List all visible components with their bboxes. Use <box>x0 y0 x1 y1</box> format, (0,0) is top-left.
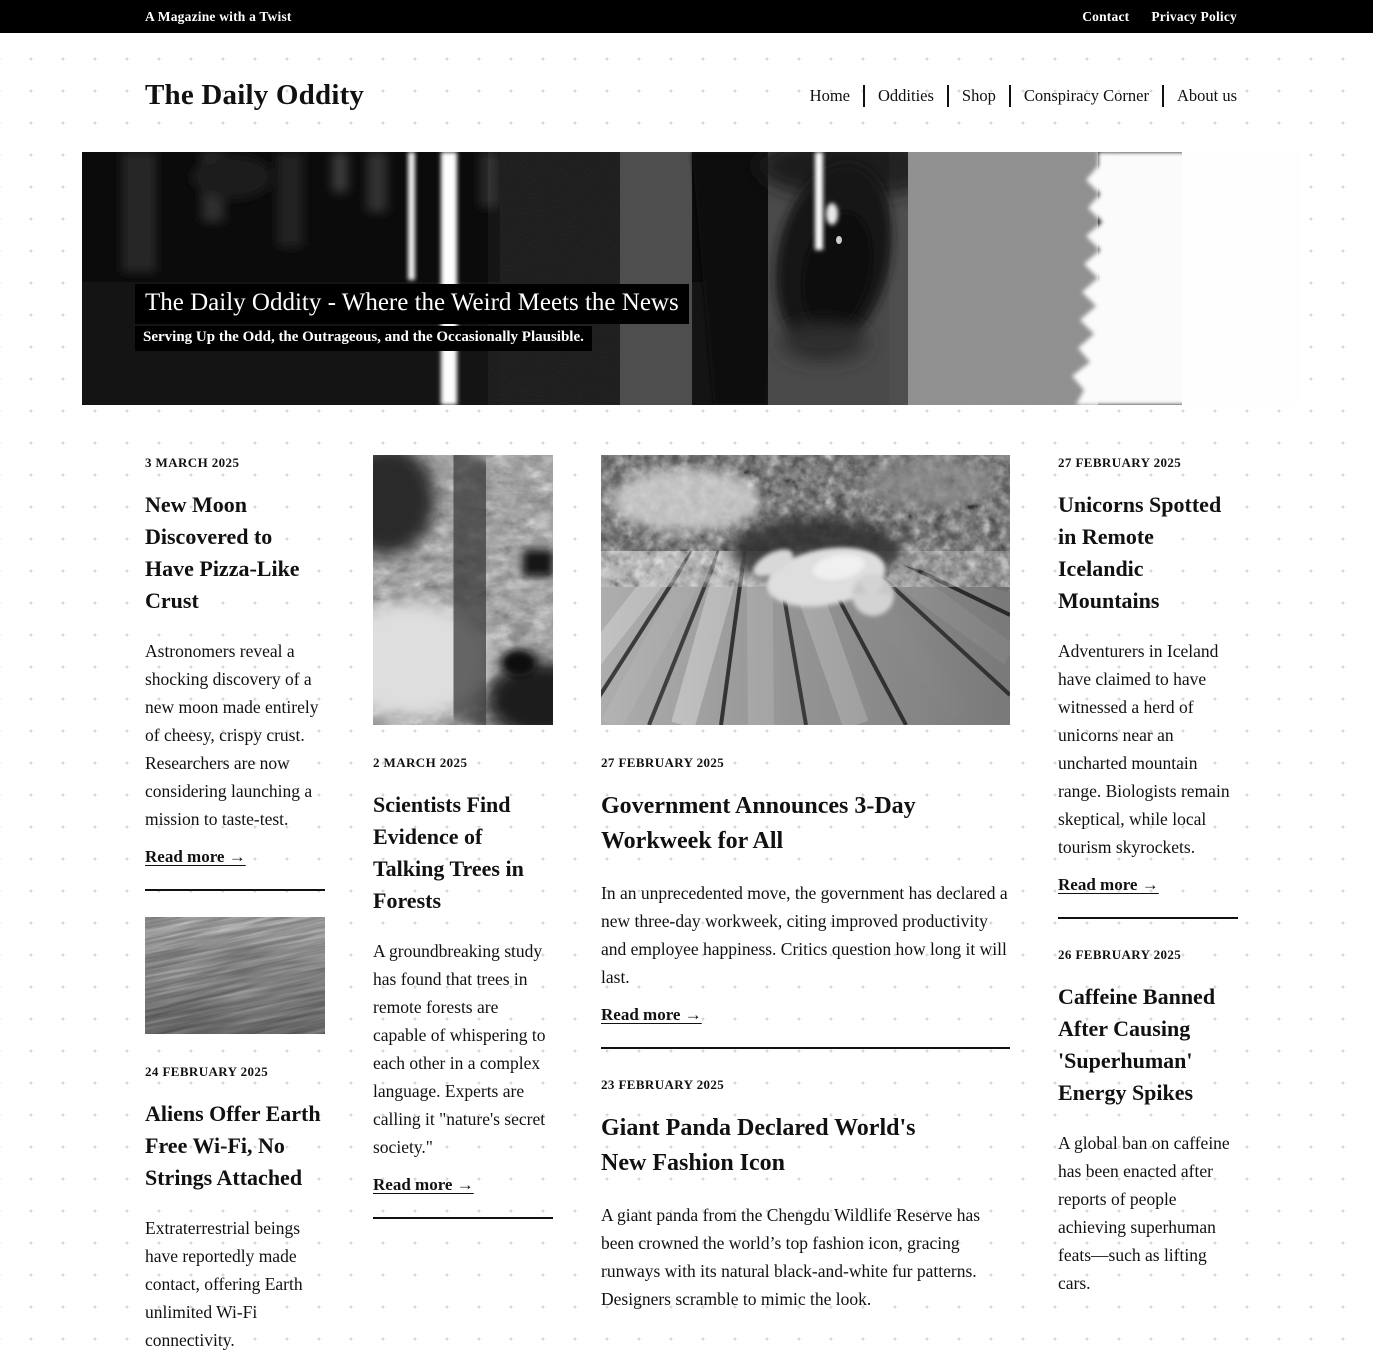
read-more-link[interactable]: Read more → <box>601 1005 702 1024</box>
article-title[interactable]: Unicorns Spotted in Remote Icelandic Mountains <box>1058 492 1222 613</box>
article-panda-fashion <box>601 1077 1010 1313</box>
article-aliens-wifi <box>145 917 325 1354</box>
divider <box>373 1217 553 1219</box>
article-three-day-workweek <box>601 455 1010 1025</box>
article-excerpt: Extraterrestrial beings have reportedly made contact, offering Earth unlimited Wi-Fi connectivity. <box>145 1218 303 1350</box>
article-title[interactable]: Caffeine Banned After Causing 'Superhuman' Energy Spikes <box>1058 984 1216 1105</box>
site-header <box>0 33 1373 152</box>
column-3 <box>601 455 1010 1313</box>
article-caffeine-ban <box>1058 947 1238 1297</box>
article-grid <box>145 455 1237 1354</box>
article-new-moon <box>145 455 325 867</box>
divider <box>145 889 325 891</box>
read-more-link[interactable]: Read more → <box>145 847 246 866</box>
read-more-link[interactable]: Read more → <box>373 1175 474 1194</box>
topbar-links <box>1082 9 1237 25</box>
nav-item-about-us[interactable]: About us <box>1176 85 1237 105</box>
divider <box>601 1047 1010 1049</box>
column-1 <box>145 455 325 1354</box>
article-date: 3 MARCH 2025 <box>145 455 240 470</box>
article-title[interactable]: Government Announces 3-Day Workweek for All <box>601 793 916 854</box>
article-date: 26 FEBRUARY 2025 <box>1058 947 1182 962</box>
privacy-policy-link[interactable]: Privacy Policy <box>1151 8 1237 24</box>
top-bar <box>0 0 1373 33</box>
cat-lying-on-bamboo-poles-photo[interactable] <box>601 455 1010 725</box>
article-talking-trees <box>373 455 553 1195</box>
article-title[interactable]: Giant Panda Declared World's New Fashion Icon <box>601 1115 916 1176</box>
gnarled-tree-trunk-photo[interactable] <box>373 455 553 725</box>
hero-text-block <box>135 284 689 351</box>
gray-fur-texture-photo[interactable] <box>145 917 325 1034</box>
main-nav <box>810 85 1237 107</box>
nav-item-shop[interactable]: Shop <box>961 85 996 105</box>
article-excerpt: A groundbreaking study has found that trees in remote forests are capable of whispering to each other in a complex language. Experts are calling it "nature's secret society." <box>373 941 546 1157</box>
article-date: 23 FEBRUARY 2025 <box>601 1077 725 1092</box>
hero-background-photo <box>82 152 1301 405</box>
article-title[interactable]: New Moon Discovered to Have Pizza-Like Crust <box>145 492 300 613</box>
column-2 <box>373 455 553 1219</box>
hero-title: The Daily Oddity - Where the Weird Meets the News <box>135 284 689 324</box>
article-date: 27 FEBRUARY 2025 <box>601 755 725 770</box>
site-tagline: A Magazine with a Twist <box>145 8 292 24</box>
divider <box>1058 917 1238 919</box>
article-date: 2 MARCH 2025 <box>373 755 468 770</box>
column-4 <box>1058 455 1238 1297</box>
article-title[interactable]: Aliens Offer Earth Free Wi-Fi, No Strings Attached <box>145 1101 321 1190</box>
article-excerpt: A global ban on caffeine has been enacted after reports of people achieving superhuman feats—such as lifting cars. <box>1058 1133 1230 1293</box>
nav-item-oddities[interactable]: Oddities <box>877 85 934 105</box>
article-excerpt: Astronomers reveal a shocking discovery of a new moon made entirely of cheesy, crispy crust. Researchers are now considering launching a mission to taste-test. <box>145 641 319 829</box>
site-title[interactable]: The Daily Oddity <box>145 79 365 111</box>
article-date: 27 FEBRUARY 2025 <box>1058 455 1182 470</box>
article-title[interactable]: Scientists Find Evidence of Talking Trees in Forests <box>373 792 524 913</box>
hero-banner <box>82 152 1301 405</box>
read-more-link[interactable]: Read more → <box>1058 875 1159 894</box>
article-excerpt: A giant panda from the Chengdu Wildlife Reserve has been crowned the world’s top fashion icon, gracing runways with its natural black-and-white fur patterns. Designers scramble to mimic the look. <box>601 1205 981 1309</box>
article-date: 24 FEBRUARY 2025 <box>145 1064 269 1079</box>
article-excerpt: Adventurers in Iceland have claimed to have witnessed a herd of unicorns near an uncharted mountain range. Biologists remain skeptical, while local tourism skyrockets. <box>1058 641 1230 857</box>
hero-subtitle: Serving Up the Odd, the Outrageous, and the Occasionally Plausible. <box>135 326 592 351</box>
nav-item-conspiracy-corner[interactable]: Conspiracy Corner <box>1023 85 1149 105</box>
article-excerpt: In an unprecedented move, the government has declared a new three-day workweek, citing improved productivity and employee happiness. Critics question how long it will last. <box>601 883 1008 987</box>
contact-link[interactable]: Contact <box>1082 8 1130 24</box>
nav-item-home[interactable]: Home <box>809 85 850 105</box>
article-unicorns <box>1058 455 1238 895</box>
